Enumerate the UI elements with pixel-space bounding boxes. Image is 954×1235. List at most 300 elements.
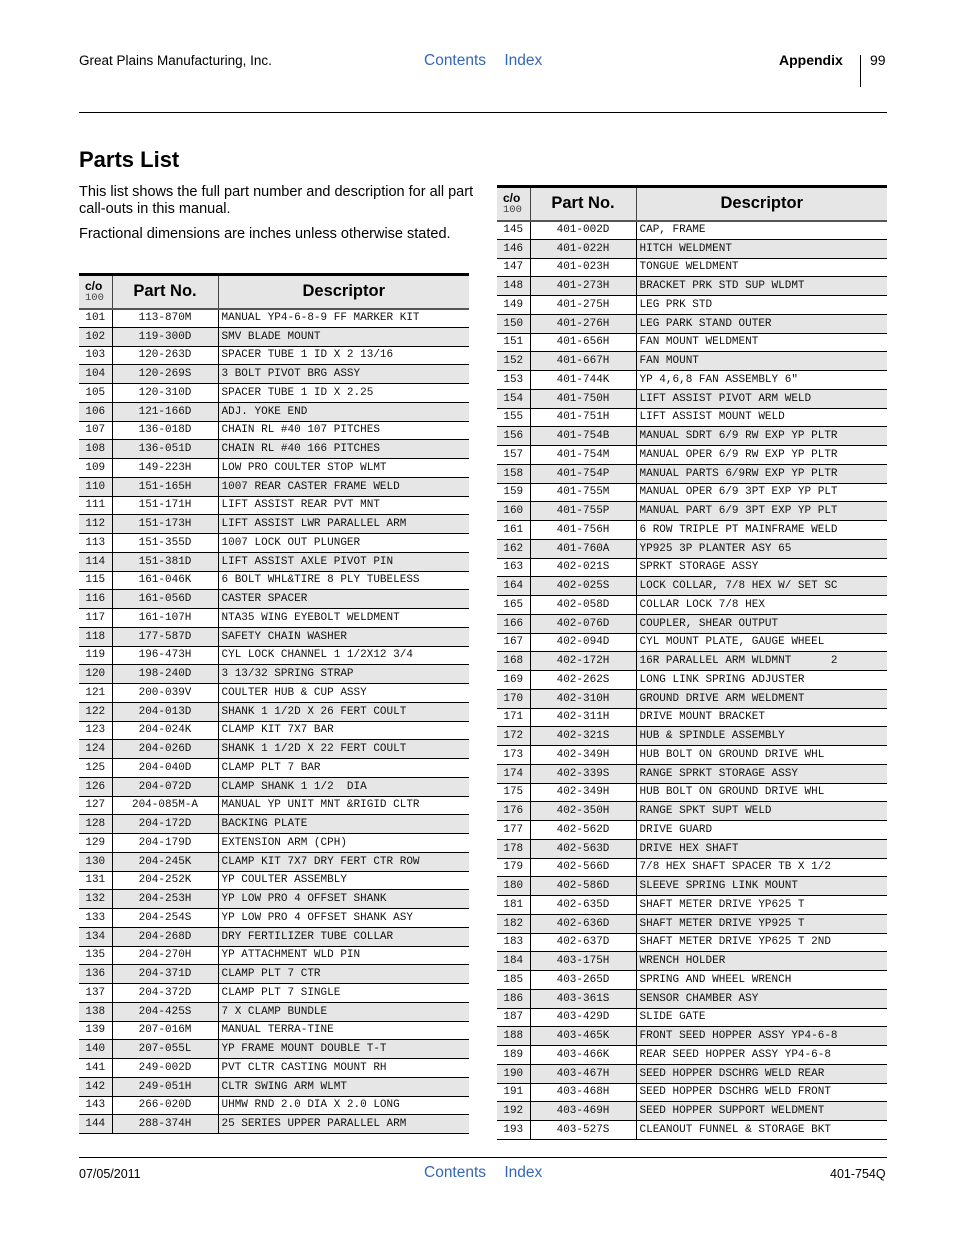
callout-number: 107 xyxy=(79,421,112,440)
part-description: LEG PRK STD xyxy=(636,296,887,315)
part-description: LOCK COLLAR, 7/8 HEX W/ SET SC xyxy=(636,577,887,596)
part-description: CLAMP KIT 7X7 BAR xyxy=(218,721,469,740)
part-description: LONG LINK SPRING ADJUSTER xyxy=(636,671,887,690)
callout-number: 132 xyxy=(79,890,112,909)
part-description: LOW PRO COULTER STOP WLMT xyxy=(218,459,469,478)
part-number: 402-350H xyxy=(530,802,636,821)
part-description: YP LOW PRO 4 OFFSET SHANK xyxy=(218,890,469,909)
callout-number: 117 xyxy=(79,609,112,628)
callout-number: 125 xyxy=(79,759,112,778)
part-number: 136-018D xyxy=(112,421,218,440)
callout-number: 153 xyxy=(497,371,530,390)
part-description: DRY FERTILIZER TUBE COLLAR xyxy=(218,927,469,946)
part-number: 401-275H xyxy=(530,296,636,315)
callout-number: 104 xyxy=(79,365,112,384)
part-number: 402-025S xyxy=(530,577,636,596)
part-description: 7/8 HEX SHAFT SPACER TB X 1/2 xyxy=(636,858,887,877)
callout-number: 161 xyxy=(497,521,530,540)
part-description: SMV BLADE MOUNT xyxy=(218,327,469,346)
part-number: 402-563D xyxy=(530,839,636,858)
part-number: 402-321S xyxy=(530,727,636,746)
callout-number: 123 xyxy=(79,721,112,740)
part-description: CYL MOUNT PLATE, GAUGE WHEEL xyxy=(636,633,887,652)
table-row xyxy=(497,671,887,690)
callout-number: 138 xyxy=(79,1002,112,1021)
part-description: HITCH WELDMENT xyxy=(636,239,887,258)
part-number: 402-586D xyxy=(530,877,636,896)
table-row xyxy=(497,1064,887,1083)
table-row xyxy=(497,596,887,615)
callout-number: 167 xyxy=(497,633,530,652)
part-description: TONGUE WELDMENT xyxy=(636,258,887,277)
part-number: 288-374H xyxy=(112,1115,218,1134)
table-row xyxy=(79,309,469,328)
callout-number: 124 xyxy=(79,740,112,759)
callout-number: 110 xyxy=(79,477,112,496)
callout-number: 180 xyxy=(497,877,530,896)
callout-number: 177 xyxy=(497,821,530,840)
contents-link[interactable]: Contents xyxy=(424,1164,487,1181)
footer-date: 07/05/2011 xyxy=(79,1167,141,1181)
table-row xyxy=(497,877,887,896)
table-row xyxy=(497,933,887,952)
table-row xyxy=(79,627,469,646)
table-row xyxy=(497,989,887,1008)
part-number: 204-268D xyxy=(112,927,218,946)
table-row xyxy=(79,477,469,496)
part-description: 7 X CLAMP BUNDLE xyxy=(218,1002,469,1021)
callout-number: 119 xyxy=(79,646,112,665)
table-row xyxy=(79,1002,469,1021)
part-description: EXTENSION ARM (CPH) xyxy=(218,834,469,853)
part-number: 401-022H xyxy=(530,239,636,258)
part-description: 16R PARALLEL ARM WLDMNT 2 xyxy=(636,652,887,671)
part-description: GROUND DRIVE ARM WELDMENT xyxy=(636,689,887,708)
table-row xyxy=(79,327,469,346)
part-number: 196-473H xyxy=(112,646,218,665)
table-row xyxy=(497,333,887,352)
part-number: 401-667H xyxy=(530,352,636,371)
part-number: 204-245K xyxy=(112,852,218,871)
table-row xyxy=(79,815,469,834)
callout-number: 188 xyxy=(497,1027,530,1046)
table-row xyxy=(497,483,887,502)
callout-number: 112 xyxy=(79,515,112,534)
callout-number: 106 xyxy=(79,402,112,421)
part-number: 204-254S xyxy=(112,909,218,928)
part-description: 1007 LOCK OUT PLUNGER xyxy=(218,534,469,553)
part-number: 401-750H xyxy=(530,389,636,408)
index-link[interactable]: Index xyxy=(504,52,543,69)
part-description: SEED HOPPER SUPPORT WELDMENT xyxy=(636,1102,887,1121)
part-description: BACKING PLATE xyxy=(218,815,469,834)
part-description: 3 13/32 SPRING STRAP xyxy=(218,665,469,684)
callout-number: 144 xyxy=(79,1115,112,1134)
part-description: SHAFT METER DRIVE YP625 T 2ND xyxy=(636,933,887,952)
part-number: 161-056D xyxy=(112,590,218,609)
callout-number: 133 xyxy=(79,909,112,928)
part-number: 403-468H xyxy=(530,1083,636,1102)
part-description: MANUAL PART 6/9 3PT EXP YP PLT xyxy=(636,502,887,521)
part-description: PVT CLTR CASTING MOUNT RH xyxy=(218,1059,469,1078)
table-row xyxy=(497,839,887,858)
callout-number: 135 xyxy=(79,946,112,965)
page-number: 99 xyxy=(870,52,886,68)
callout-number: 102 xyxy=(79,327,112,346)
callout-number: 175 xyxy=(497,783,530,802)
callout-number: 179 xyxy=(497,858,530,877)
part-description: MANUAL YP4-6-8-9 FF MARKER KIT xyxy=(218,309,469,328)
table-row xyxy=(79,871,469,890)
part-number: 402-635D xyxy=(530,896,636,915)
co-header xyxy=(497,187,530,221)
part-description: NTA35 WING EYEBOLT WELDMENT xyxy=(218,609,469,628)
part-number: 401-760A xyxy=(530,539,636,558)
callout-number: 170 xyxy=(497,689,530,708)
descriptor-header: Descriptor xyxy=(218,275,469,309)
callout-number: 147 xyxy=(497,258,530,277)
table-row xyxy=(79,571,469,590)
part-number: 402-349H xyxy=(530,746,636,765)
part-number: 121-166D xyxy=(112,402,218,421)
part-description: FAN MOUNT WELDMENT xyxy=(636,333,887,352)
table-row xyxy=(79,1021,469,1040)
table-row xyxy=(79,1040,469,1059)
callout-number: 182 xyxy=(497,914,530,933)
part-description: CLTR SWING ARM WLMT xyxy=(218,1077,469,1096)
callout-number: 178 xyxy=(497,839,530,858)
part-number: 401-751H xyxy=(530,408,636,427)
part-number: 204-013D xyxy=(112,702,218,721)
callout-number: 157 xyxy=(497,446,530,465)
table-row xyxy=(497,802,887,821)
part-number: 401-755P xyxy=(530,502,636,521)
callout-number: 141 xyxy=(79,1059,112,1078)
part-number: 249-051H xyxy=(112,1077,218,1096)
footer-rule xyxy=(79,1157,887,1158)
doc-number: 401-754Q xyxy=(830,1167,886,1181)
part-description: MANUAL OPER 6/9 RW EXP YP PLTR xyxy=(636,446,887,465)
co-header-sub: 100 xyxy=(85,291,104,304)
callout-number: 145 xyxy=(497,221,530,240)
part-description: REAR SEED HOPPER ASSY YP4-6-8 xyxy=(636,1046,887,1065)
callout-number: 151 xyxy=(497,333,530,352)
table-row xyxy=(497,539,887,558)
part-number: 204-085M-A xyxy=(112,796,218,815)
table-row xyxy=(497,896,887,915)
part-description: 1007 REAR CASTER FRAME WELD xyxy=(218,477,469,496)
callout-number: 183 xyxy=(497,933,530,952)
part-description: 25 SERIES UPPER PARALLEL ARM xyxy=(218,1115,469,1134)
part-description: SHAFT METER DRIVE YP625 T xyxy=(636,896,887,915)
part-description: SHANK 1 1/2D X 22 FERT COULT xyxy=(218,740,469,759)
part-number: 402-172H xyxy=(530,652,636,671)
table-row xyxy=(79,927,469,946)
table-row xyxy=(497,1083,887,1102)
table-row xyxy=(79,515,469,534)
part-description: YP COULTER ASSEMBLY xyxy=(218,871,469,890)
part-number: 204-253H xyxy=(112,890,218,909)
contents-link[interactable]: Contents xyxy=(424,52,487,69)
table-row xyxy=(79,496,469,515)
callout-number: 174 xyxy=(497,764,530,783)
callout-number: 116 xyxy=(79,590,112,609)
part-number: 204-072D xyxy=(112,777,218,796)
table-row xyxy=(79,759,469,778)
table-row xyxy=(79,646,469,665)
part-description: YP ATTACHMENT WLD PIN xyxy=(218,946,469,965)
callout-number: 136 xyxy=(79,965,112,984)
part-description: SPACER TUBE 1 ID X 2 13/16 xyxy=(218,346,469,365)
part-description: SPACER TUBE 1 ID X 2.25 xyxy=(218,384,469,403)
part-description: CYL LOCK CHANNEL 1 1/2X12 3/4 xyxy=(218,646,469,665)
table-row xyxy=(497,314,887,333)
table-row xyxy=(497,371,887,390)
callout-number: 160 xyxy=(497,502,530,521)
part-number: 113-870M xyxy=(112,309,218,328)
part-description: HUB BOLT ON GROUND DRIVE WHL xyxy=(636,783,887,802)
part-description: 3 BOLT PIVOT BRG ASSY xyxy=(218,365,469,384)
part-description: UHMW RND 2.0 DIA X 2.0 LONG xyxy=(218,1096,469,1115)
callout-number: 139 xyxy=(79,1021,112,1040)
callout-number: 176 xyxy=(497,802,530,821)
part-description: YP LOW PRO 4 OFFSET SHANK ASY xyxy=(218,909,469,928)
table-row xyxy=(497,1102,887,1121)
part-number: 402-636D xyxy=(530,914,636,933)
table-row xyxy=(497,1046,887,1065)
callout-number: 172 xyxy=(497,727,530,746)
part-number: 401-754B xyxy=(530,427,636,446)
callout-number: 192 xyxy=(497,1102,530,1121)
co-header-label: c/o xyxy=(85,278,103,293)
table-row xyxy=(79,777,469,796)
part-description: ADJ. YOKE END xyxy=(218,402,469,421)
part-number: 403-175H xyxy=(530,952,636,971)
table-row xyxy=(79,421,469,440)
part-number: 402-349H xyxy=(530,783,636,802)
callout-number: 155 xyxy=(497,408,530,427)
table-row xyxy=(79,346,469,365)
part-number: 402-021S xyxy=(530,558,636,577)
index-link[interactable]: Index xyxy=(504,1164,543,1181)
callout-number: 142 xyxy=(79,1077,112,1096)
part-description: SAFETY CHAIN WASHER xyxy=(218,627,469,646)
callout-number: 154 xyxy=(497,389,530,408)
table-row xyxy=(497,221,887,240)
part-number: 204-026D xyxy=(112,740,218,759)
header-divider xyxy=(860,55,861,87)
part-description: SHAFT METER DRIVE YP925 T xyxy=(636,914,887,933)
callout-number: 115 xyxy=(79,571,112,590)
table-row xyxy=(79,946,469,965)
part-number: 403-466K xyxy=(530,1046,636,1065)
callout-number: 120 xyxy=(79,665,112,684)
callout-number: 166 xyxy=(497,614,530,633)
part-description: SEED HOPPER DSCHRG WELD REAR xyxy=(636,1064,887,1083)
part-number: 120-263D xyxy=(112,346,218,365)
callout-number: 130 xyxy=(79,852,112,871)
parts-table-right xyxy=(497,185,887,1140)
table-row xyxy=(79,684,469,703)
part-number: 204-371D xyxy=(112,965,218,984)
part-number: 204-252K xyxy=(112,871,218,890)
callout-number: 143 xyxy=(79,1096,112,1115)
part-description: 6 ROW TRIPLE PT MAINFRAME WELD xyxy=(636,521,887,540)
table-row xyxy=(497,1008,887,1027)
part-number: 403-465K xyxy=(530,1027,636,1046)
part-number: 402-094D xyxy=(530,633,636,652)
company-name: Great Plains Manufacturing, Inc. xyxy=(79,53,272,68)
part-number: 403-467H xyxy=(530,1064,636,1083)
table-row xyxy=(497,258,887,277)
part-number: 402-076D xyxy=(530,614,636,633)
part-number: 402-566D xyxy=(530,858,636,877)
table-row xyxy=(497,708,887,727)
callout-number: 126 xyxy=(79,777,112,796)
part-number: 204-024K xyxy=(112,721,218,740)
part-number: 204-372D xyxy=(112,984,218,1003)
table-row xyxy=(497,689,887,708)
part-number: 151-355D xyxy=(112,534,218,553)
header-nav xyxy=(424,52,556,70)
callout-number: 187 xyxy=(497,1008,530,1027)
part-number: 402-058D xyxy=(530,596,636,615)
part-description: YP925 3P PLANTER ASY 65 xyxy=(636,539,887,558)
table-row xyxy=(497,971,887,990)
part-number: 204-179D xyxy=(112,834,218,853)
table-row xyxy=(497,633,887,652)
part-number: 401-754P xyxy=(530,464,636,483)
table-row xyxy=(79,365,469,384)
table-row xyxy=(497,952,887,971)
table-row xyxy=(79,1077,469,1096)
part-description: SLEEVE SPRING LINK MOUNT xyxy=(636,877,887,896)
callout-number: 150 xyxy=(497,314,530,333)
part-description: BRACKET PRK STD SUP WLDMT xyxy=(636,277,887,296)
part-number: 401-755M xyxy=(530,483,636,502)
table-row xyxy=(79,384,469,403)
part-description: COUPLER, SHEAR OUTPUT xyxy=(636,614,887,633)
part-description: FAN MOUNT xyxy=(636,352,887,371)
table-row xyxy=(79,740,469,759)
part-number: 402-562D xyxy=(530,821,636,840)
part-number: 151-165H xyxy=(112,477,218,496)
table-row xyxy=(497,502,887,521)
callout-number: 134 xyxy=(79,927,112,946)
callout-number: 168 xyxy=(497,652,530,671)
table-row xyxy=(79,590,469,609)
table-row xyxy=(79,702,469,721)
table-row xyxy=(497,464,887,483)
callout-number: 169 xyxy=(497,671,530,690)
part-description: MANUAL SDRT 6/9 RW EXP YP PLTR xyxy=(636,427,887,446)
table-row xyxy=(79,402,469,421)
section-name: Appendix xyxy=(779,52,843,68)
page-title: Parts List xyxy=(79,147,180,172)
part-number: 402-311H xyxy=(530,708,636,727)
part-number: 401-276H xyxy=(530,314,636,333)
part-description: CLAMP SHANK 1 1/2 DIA xyxy=(218,777,469,796)
descriptor-header: Descriptor xyxy=(636,187,887,221)
table-row xyxy=(497,389,887,408)
table-row xyxy=(497,577,887,596)
header-rule xyxy=(79,112,887,113)
part-number: 151-173H xyxy=(112,515,218,534)
table-row xyxy=(497,446,887,465)
part-description: MANUAL PARTS 6/9RW EXP YP PLTR xyxy=(636,464,887,483)
part-number: 403-527S xyxy=(530,1121,636,1140)
part-description: MANUAL TERRA-TINE xyxy=(218,1021,469,1040)
part-description: SHANK 1 1/2D X 26 FERT COULT xyxy=(218,702,469,721)
part-number: 136-051D xyxy=(112,440,218,459)
part-description: YP FRAME MOUNT DOUBLE T-T xyxy=(218,1040,469,1059)
part-number: 401-756H xyxy=(530,521,636,540)
part-number: 402-339S xyxy=(530,764,636,783)
callout-number: 140 xyxy=(79,1040,112,1059)
callout-number: 185 xyxy=(497,971,530,990)
part-description: LIFT ASSIST MOUNT WELD xyxy=(636,408,887,427)
part-description: CASTER SPACER xyxy=(218,590,469,609)
callout-number: 114 xyxy=(79,552,112,571)
part-number: 249-002D xyxy=(112,1059,218,1078)
part-number: 149-223H xyxy=(112,459,218,478)
part-number: 151-171H xyxy=(112,496,218,515)
part-description: RANGE SPKT SUPT WELD xyxy=(636,802,887,821)
callout-number: 193 xyxy=(497,1121,530,1140)
part-number: 204-172D xyxy=(112,815,218,834)
callout-number: 148 xyxy=(497,277,530,296)
part-number: 161-046K xyxy=(112,571,218,590)
callout-number: 127 xyxy=(79,796,112,815)
part-description: SPRKT STORAGE ASSY xyxy=(636,558,887,577)
table-row xyxy=(497,521,887,540)
table-row xyxy=(79,852,469,871)
fraction-note: Fractional dimensions are inches unless otherwise stated. xyxy=(79,226,451,242)
callout-number: 105 xyxy=(79,384,112,403)
table-row xyxy=(497,277,887,296)
callout-number: 101 xyxy=(79,309,112,328)
callout-number: 149 xyxy=(497,296,530,315)
part-description: CLAMP PLT 7 BAR xyxy=(218,759,469,778)
part-number: 401-023H xyxy=(530,258,636,277)
part-no-header: Part No. xyxy=(112,275,218,309)
part-number: 200-039V xyxy=(112,684,218,703)
part-description: COULTER HUB & CUP ASSY xyxy=(218,684,469,703)
part-number: 401-744K xyxy=(530,371,636,390)
table-row xyxy=(79,890,469,909)
callout-number: 164 xyxy=(497,577,530,596)
table-row xyxy=(497,858,887,877)
part-description: LEG PARK STAND OUTER xyxy=(636,314,887,333)
table-row xyxy=(497,296,887,315)
callout-number: 103 xyxy=(79,346,112,365)
table-row xyxy=(497,783,887,802)
part-description: HUB BOLT ON GROUND DRIVE WHL xyxy=(636,746,887,765)
part-description: CHAIN RL #40 107 PITCHES xyxy=(218,421,469,440)
table-row xyxy=(497,652,887,671)
part-no-header: Part No. xyxy=(530,187,636,221)
table-row xyxy=(497,746,887,765)
part-description: SPRING AND WHEEL WRENCH xyxy=(636,971,887,990)
callout-number: 184 xyxy=(497,952,530,971)
callout-number: 122 xyxy=(79,702,112,721)
callout-number: 190 xyxy=(497,1064,530,1083)
callout-number: 158 xyxy=(497,464,530,483)
part-description: LIFT ASSIST LWR PARALLEL ARM xyxy=(218,515,469,534)
intro-text: This list shows the full part number and description for all part call-outs in this manual. xyxy=(79,184,474,217)
footer-nav xyxy=(424,1164,556,1182)
part-description: MANUAL OPER 6/9 3PT EXP YP PLT xyxy=(636,483,887,502)
